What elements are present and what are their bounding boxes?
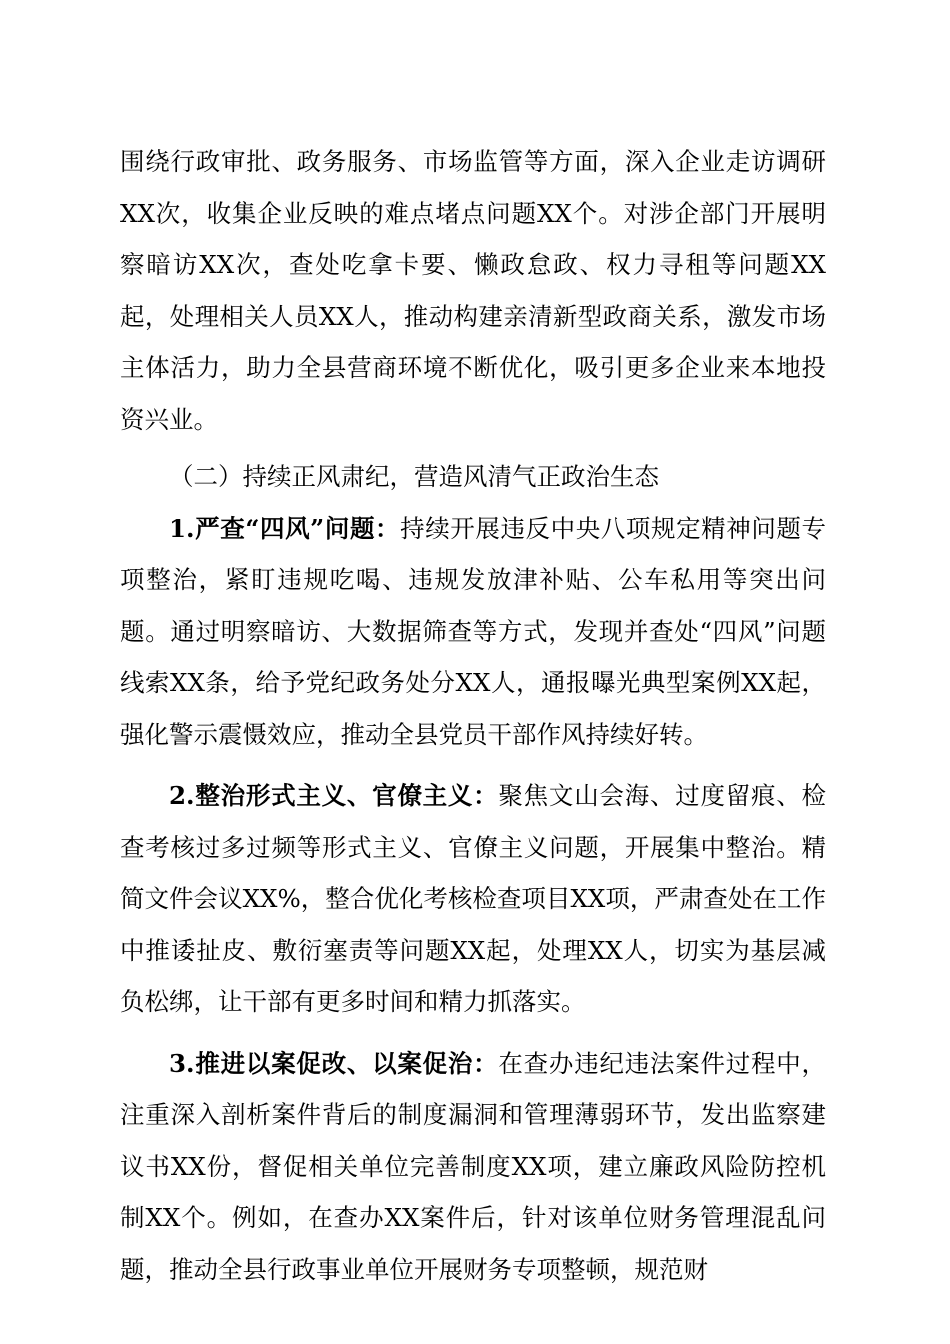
item-lead-formalism: 2.整治形式主义、官僚主义：	[169, 781, 499, 810]
document-body	[120, 136, 826, 1295]
paragraph-business-environment	[120, 136, 826, 445]
item-case-reform	[120, 1038, 826, 1296]
item-lead-four-winds: 1.严查“四风”问题：	[169, 513, 401, 543]
item-text-formalism: 聚焦文山会海、过度留痕、检查考核过多过频等形式主义、官僚主义问题，开展集中整治。精简文件会议XX%，整合优化考核检查项目XX项，严肃查处在工作中推诿扯皮、敷衍塞责等问题XX起，处理XX人，切实为基层减负松绑，让干部有更多时间和精力抓落实。	[120, 781, 827, 1016]
item-four-winds	[120, 503, 826, 761]
item-lead-case-reform: 3.推进以案促改、以案促治：	[169, 1048, 499, 1078]
section-heading-text: （二）持续正风肃纪，营造风清气正政治生态	[169, 462, 659, 491]
item-text-case-reform: 在查办违纪违法案件过程中，注重深入剖析案件背后的制度漏洞和管理薄弱环节，发出监察建议书XX份，督促相关单位完善制度XX项，建立廉政风险防控机制XX个。例如，在查办XX案件后，针对该单位财务管理混乱问题，推动全县行政事业单位开展财务专项整顿，规范财	[120, 1048, 827, 1284]
paragraph-text: 围绕行政审批、政务服务、市场监管等方面，深入企业走访调研XX次，收集企业反映的难点堵点问题XX个。对涉企部门开展明察暗访XX次，查处吃拿卡要、懒政怠政、权力寻租等问题XX起，处理相关人员XX人，推动构建亲清新型政商关系，激发市场主体活力，助力全县营商环境不断优化，吸引更多企业来本地投资兴业。	[120, 147, 826, 434]
section-heading-two	[120, 451, 826, 503]
item-text-four-winds: 持续开展违反中央八项规定精神问题专项整治，紧盯违规吃喝、违规发放津补贴、公车私用等突出问题。通过明察暗访、大数据筛查等方式，发现并查处“四风”问题线索XX条，给予党纪政务处分XX人，通报曝光典型案例XX起，强化警示震慑效应，推动全县党员干部作风持续好转。	[120, 513, 826, 749]
item-formalism-bureaucratism	[120, 770, 826, 1028]
